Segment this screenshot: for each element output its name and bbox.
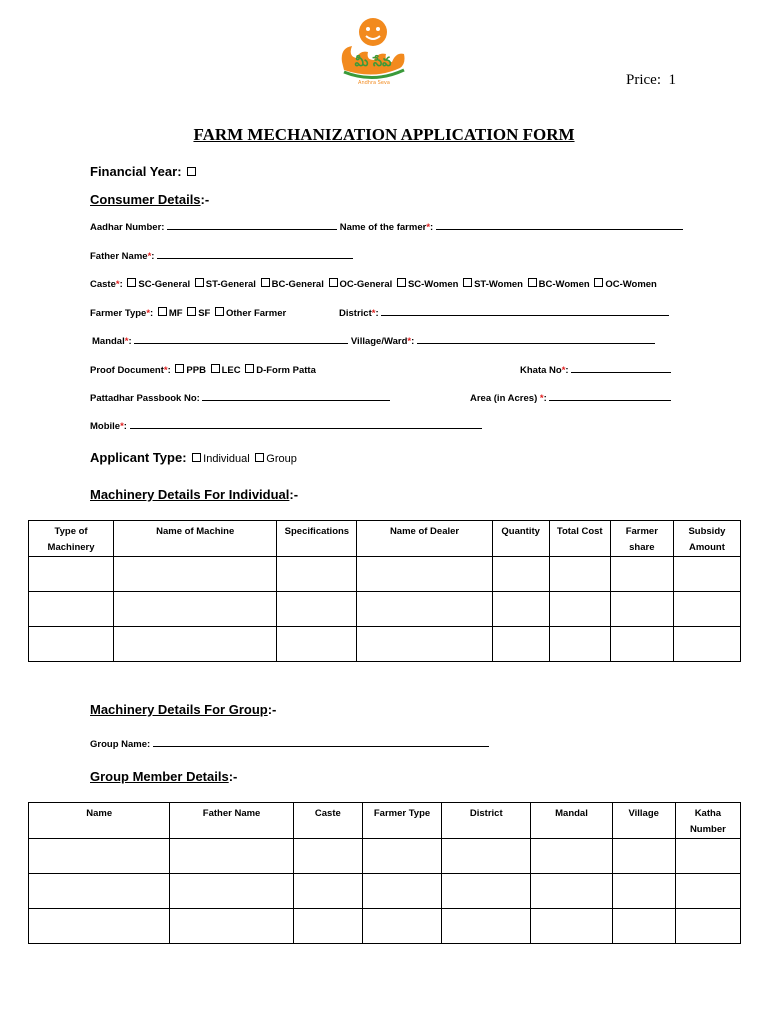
column-header: Farmer Type: [362, 803, 441, 839]
table-cell[interactable]: [675, 909, 740, 944]
table-cell[interactable]: [114, 557, 277, 592]
column-header: Type of Machinery: [29, 521, 114, 557]
colon: :: [151, 251, 155, 262]
table-cell[interactable]: [357, 557, 492, 592]
group-heading: [90, 702, 276, 717]
colon: :: [565, 365, 569, 376]
table-header-row: [29, 521, 741, 557]
colon: :: [123, 421, 127, 432]
column-header: Katha Number: [675, 803, 740, 839]
required-star: *: [407, 336, 412, 347]
farmer-type-option: Other Farmer: [225, 308, 287, 319]
table-cell[interactable]: [362, 874, 441, 909]
table-row: [29, 627, 741, 662]
column-header: Specifications: [277, 521, 357, 557]
mandal-row: [92, 335, 655, 347]
farmer-name-field[interactable]: [436, 221, 683, 230]
district-label: District: [339, 308, 372, 319]
mobile-label: Mobile: [90, 421, 121, 432]
colon: :: [150, 308, 154, 319]
father-name-row: [90, 250, 353, 262]
table-cell[interactable]: [277, 557, 357, 592]
khata-row: [520, 364, 671, 376]
table-cell[interactable]: [362, 909, 441, 944]
table-cell[interactable]: [357, 627, 492, 662]
caste-checkbox[interactable]: [261, 278, 270, 287]
table-cell[interactable]: [673, 557, 740, 592]
caste-checkbox[interactable]: [195, 278, 204, 287]
required-star: *: [163, 365, 168, 376]
caste-checkbox[interactable]: [127, 278, 136, 287]
farmer-name-label: Name of the farmer: [339, 222, 427, 233]
table-cell[interactable]: [442, 874, 531, 909]
group-heading-text: Machinery Details For Group: [90, 702, 268, 717]
village-label: Village/Ward: [350, 336, 408, 347]
column-header: Name: [29, 803, 170, 839]
table-cell[interactable]: [442, 839, 531, 874]
required-star: *: [539, 393, 544, 404]
table-cell[interactable]: [29, 839, 170, 874]
colon: :: [543, 393, 547, 404]
group-member-table: [28, 802, 741, 944]
required-star: *: [124, 336, 129, 347]
caste-option: BC-General: [271, 279, 324, 290]
colon: :: [430, 222, 434, 233]
table-cell[interactable]: [531, 874, 612, 909]
caste-option: OC-General: [339, 279, 393, 290]
required-star: *: [426, 222, 431, 233]
table-cell[interactable]: [29, 909, 170, 944]
group-heading-suffix: :-: [267, 702, 277, 717]
village-field[interactable]: [417, 335, 655, 344]
father-name-label: Father Name: [90, 251, 148, 262]
table-cell[interactable]: [492, 592, 549, 627]
area-label: Area (in Acres): [470, 393, 538, 404]
area-field[interactable]: [549, 392, 671, 401]
required-star: *: [147, 251, 152, 262]
required-star: *: [115, 279, 120, 290]
table-cell[interactable]: [170, 909, 293, 944]
logo-script-text: మీ సేవ: [354, 55, 392, 70]
caste-checkbox[interactable]: [397, 278, 406, 287]
table-row: [29, 874, 741, 909]
table-row: [29, 839, 741, 874]
table-cell[interactable]: [357, 592, 492, 627]
column-header: District: [442, 803, 531, 839]
table-cell[interactable]: [675, 839, 740, 874]
table-cell[interactable]: [492, 627, 549, 662]
column-header: Name of Dealer: [357, 521, 492, 557]
caste-checkbox[interactable]: [528, 278, 537, 287]
required-star: *: [561, 365, 566, 376]
table-cell[interactable]: [492, 557, 549, 592]
table-cell[interactable]: [170, 874, 293, 909]
column-header: Subsidy Amount: [673, 521, 740, 557]
table-cell[interactable]: [673, 592, 740, 627]
colon: :: [167, 365, 171, 376]
colon: :: [128, 336, 132, 347]
table-cell[interactable]: [29, 592, 114, 627]
logo-sun-face-icon: [359, 18, 387, 46]
aadhar-row: [90, 221, 683, 233]
khata-field[interactable]: [571, 364, 671, 373]
table-cell[interactable]: [549, 592, 610, 627]
mee-seva-logo: [330, 10, 416, 90]
table-cell[interactable]: [610, 592, 673, 627]
financial-year-label: Financial Year:: [90, 164, 182, 179]
proof-document-label: Proof Document: [90, 365, 164, 376]
caste-option: ST-Women: [474, 279, 523, 290]
table-row: [29, 909, 741, 944]
table-cell[interactable]: [293, 839, 362, 874]
table-cell[interactable]: [442, 909, 531, 944]
group-members-heading: [90, 769, 237, 784]
group-name-row: [90, 738, 489, 750]
caste-option: SC-General: [138, 279, 191, 290]
applicant-type-option: Group: [266, 453, 297, 465]
table-cell[interactable]: [293, 909, 362, 944]
father-name-field[interactable]: [157, 250, 353, 259]
table-cell[interactable]: [29, 557, 114, 592]
group-members-heading-suffix: :-: [228, 769, 238, 784]
caste-option: OC-Women: [605, 279, 657, 290]
aadhar-label: Aadhar Number:: [90, 222, 165, 233]
individual-heading: [90, 487, 298, 502]
aadhar-field[interactable]: [167, 221, 337, 230]
column-header: Farmer share: [610, 521, 673, 557]
table-cell[interactable]: [293, 874, 362, 909]
applicant-type-checkbox[interactable]: [192, 453, 201, 462]
applicant-type-label: Applicant Type:: [90, 450, 187, 465]
table-cell[interactable]: [114, 592, 277, 627]
applicant-type-row: [90, 450, 297, 465]
financial-year-row: [90, 164, 198, 179]
column-header: Caste: [293, 803, 362, 839]
proof-checkbox[interactable]: [175, 364, 184, 373]
passbook-label: Pattadhar Passbook No:: [90, 393, 200, 404]
price-label: Price:: [626, 72, 661, 88]
farmer-type-checkbox[interactable]: [215, 307, 224, 316]
proof-checkbox[interactable]: [211, 364, 220, 373]
table-cell[interactable]: [29, 874, 170, 909]
proof-option: PPB: [186, 365, 206, 376]
farmer-type-option: SF: [198, 308, 211, 319]
group-members-heading-text: Group Member Details: [90, 769, 229, 784]
table-cell[interactable]: [29, 627, 114, 662]
price-value: 1: [668, 72, 676, 88]
table-cell[interactable]: [675, 874, 740, 909]
passbook-row: [90, 392, 390, 404]
mobile-field[interactable]: [130, 420, 482, 429]
farmer-type-row: [90, 307, 286, 319]
proof-document-row: [90, 364, 316, 376]
column-header: Quantity: [492, 521, 549, 557]
table-cell[interactable]: [277, 592, 357, 627]
group-name-label: Group Name:: [90, 739, 151, 750]
form-title: FARM MECHANIZATION APPLICATION FORM: [193, 125, 575, 144]
table-cell[interactable]: [549, 627, 610, 662]
logo-tagline: Andhra Seva: [358, 80, 390, 86]
group-name-field[interactable]: [153, 738, 489, 747]
district-row: [339, 307, 669, 319]
table-cell[interactable]: [531, 839, 612, 874]
column-header: Name of Machine: [114, 521, 277, 557]
consumer-details-heading: [90, 192, 209, 207]
table-cell[interactable]: [114, 627, 277, 662]
table-cell[interactable]: [549, 557, 610, 592]
proof-checkbox[interactable]: [245, 364, 254, 373]
price: [626, 72, 676, 89]
table-header-row: [29, 803, 741, 839]
applicant-type-checkbox[interactable]: [255, 453, 264, 462]
applicant-type-option: Individual: [203, 453, 250, 465]
caste-option: BC-Women: [538, 279, 590, 290]
area-row: [470, 392, 671, 404]
table-cell[interactable]: [277, 627, 357, 662]
required-star: *: [120, 421, 124, 432]
table-cell[interactable]: [673, 627, 740, 662]
table-cell[interactable]: [531, 909, 612, 944]
district-field[interactable]: [381, 307, 669, 316]
required-star: *: [371, 308, 376, 319]
column-header: Total Cost: [549, 521, 610, 557]
column-header: Village: [612, 803, 675, 839]
caste-row: [90, 278, 657, 290]
table-cell[interactable]: [610, 557, 673, 592]
table-cell[interactable]: [170, 839, 293, 874]
colon: :: [119, 279, 123, 290]
table-cell[interactable]: [612, 874, 675, 909]
table-row: [29, 557, 741, 592]
proof-option: D-Form Patta: [256, 365, 316, 376]
passbook-field[interactable]: [202, 392, 390, 401]
required-star: *: [146, 308, 151, 319]
colon: :: [375, 308, 379, 319]
caste-checkbox[interactable]: [329, 278, 338, 287]
individual-heading-text: Machinery Details For Individual: [90, 487, 290, 502]
table-row: [29, 592, 741, 627]
table-cell[interactable]: [610, 627, 673, 662]
proof-option: LEC: [221, 365, 241, 376]
column-header: Father Name: [170, 803, 293, 839]
table-cell[interactable]: [362, 839, 441, 874]
farmer-type-option: MF: [168, 308, 183, 319]
mandal-field[interactable]: [134, 335, 348, 344]
individual-machinery-table: [28, 520, 741, 662]
colon: :: [411, 336, 415, 347]
khata-label: Khata No: [520, 365, 562, 376]
table-cell[interactable]: [612, 839, 675, 874]
caste-checkbox[interactable]: [463, 278, 472, 287]
farmer-type-checkbox[interactable]: [187, 307, 196, 316]
mobile-row: [90, 420, 482, 432]
individual-heading-suffix: :-: [289, 487, 299, 502]
caste-option: ST-General: [205, 279, 256, 290]
mandal-label: Mandal: [92, 336, 125, 347]
consumer-heading-text: Consumer Details: [90, 192, 201, 207]
caste-option: SC-Women: [407, 279, 459, 290]
farmer-type-label: Farmer Type: [90, 308, 147, 319]
column-header: Mandal: [531, 803, 612, 839]
caste-checkbox[interactable]: [594, 278, 603, 287]
consumer-heading-suffix: :-: [200, 192, 210, 207]
caste-label: Caste: [90, 279, 116, 290]
table-cell[interactable]: [612, 909, 675, 944]
financial-year-checkbox[interactable]: [187, 167, 196, 176]
farmer-type-checkbox[interactable]: [158, 307, 167, 316]
